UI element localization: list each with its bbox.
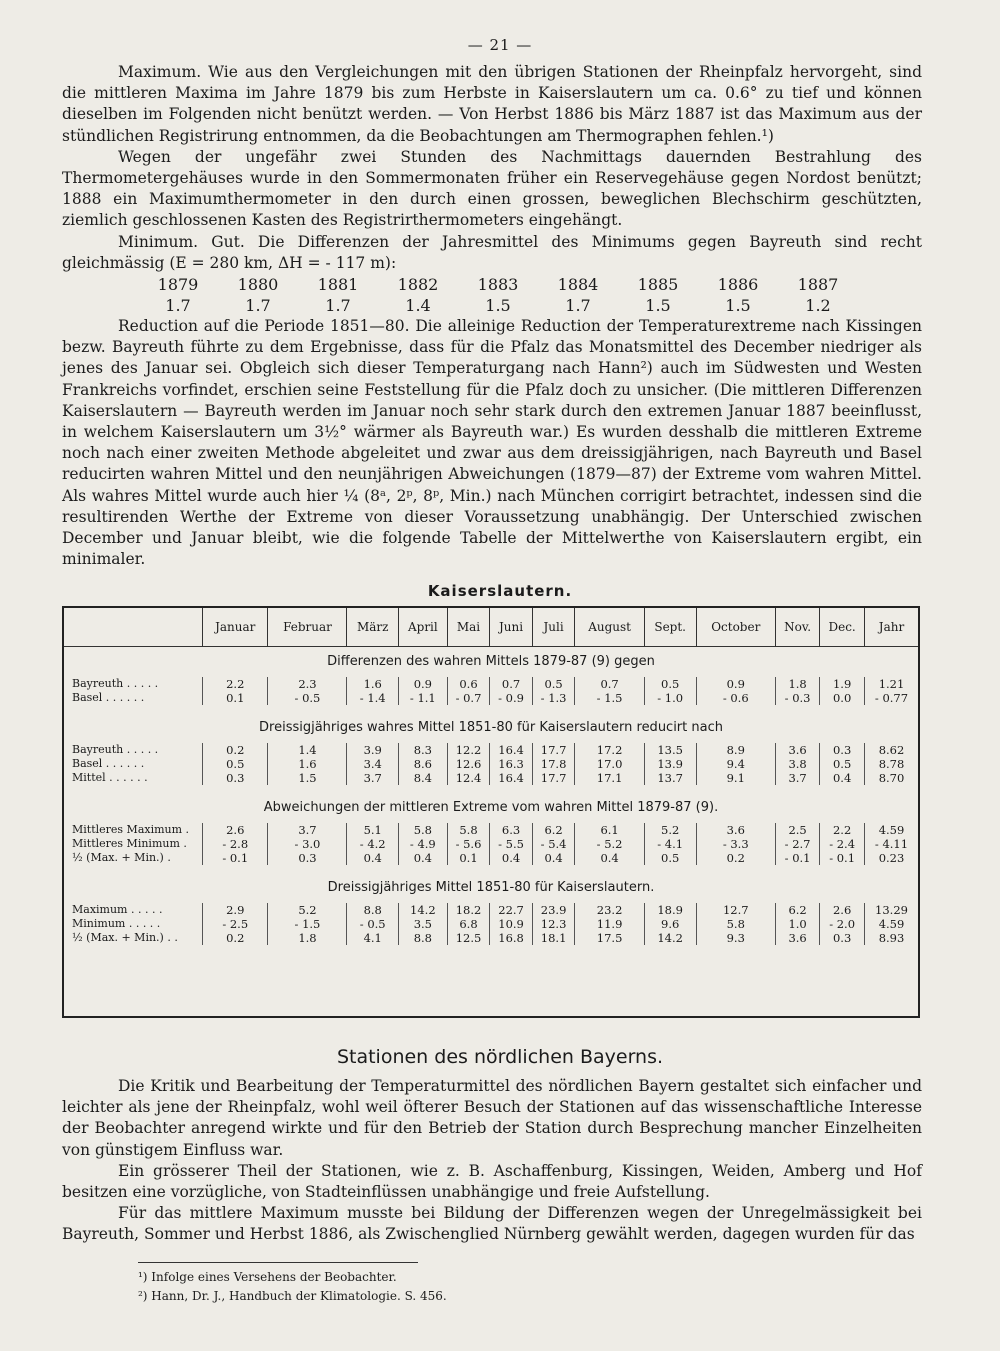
table-cell: 6.8 (447, 917, 490, 931)
table-body (64, 647, 918, 954)
row-label: Minimum . . . . . (72, 917, 161, 930)
table-row (64, 677, 918, 691)
table-cell: 11.9 (575, 917, 644, 931)
table-cell: - 1.5 (268, 917, 347, 931)
table-cell: 12.3 (532, 917, 575, 931)
table-cell: 3.7 (347, 771, 399, 785)
table-cell: 1.5 (268, 771, 347, 785)
table-section-heading-row (64, 647, 918, 678)
table-cell: 12.5 (447, 931, 490, 945)
table-cell: - 2.4 (820, 837, 865, 851)
table-cell: - 4.1 (644, 837, 696, 851)
header-blank (64, 608, 203, 647)
table-cell: 5.2 (268, 903, 347, 917)
row-label: Maximum . . . . . (72, 903, 163, 916)
row-label: Mittleres Minimum . (72, 837, 187, 850)
table-cell: - 2.0 (820, 917, 865, 931)
table-cell: 17.8 (532, 757, 575, 771)
year-cell: 1883 (477, 275, 519, 295)
table-cell: 6.2 (775, 903, 819, 917)
header-cell: Dec. (820, 608, 865, 647)
table-section-heading-row (64, 873, 918, 903)
header-cell: April (398, 608, 447, 647)
table-cell: 1.6 (347, 677, 399, 691)
diff-cell: 1.7 (165, 296, 191, 316)
table-cell: 16.8 (490, 931, 533, 945)
table-cell: 2.6 (203, 823, 268, 837)
diff-cell: 1.5 (645, 296, 671, 316)
table-cell: 0.5 (644, 851, 696, 865)
table-cell: 8.4 (398, 771, 447, 785)
table-cell: 5.2 (644, 823, 696, 837)
table-cell: 2.2 (203, 677, 268, 691)
row-label: ½ (Max. + Min.) . . (72, 931, 178, 944)
table-cell: - 0.5 (268, 691, 347, 705)
paragraph-maximum: Maximum. Wie aus den Vergleichungen mit den übrigen Stationen der Rheinpfalz hervorgeht, sind die mittleren Maxima im Jahre 1879 bis zum Herbste in Kaiserslautern um ca. 0.6° zu tief und können dieselben im Folgenden nicht benützt werden. — Von Herbst 1886 bis März 1887 ist das Maximum aus der stündlichen Registrirung entnommen, da die Beobachtungen am Thermographen fehlen.¹) (62, 63, 922, 145)
table-row (64, 743, 918, 757)
table-cell: 1.6 (268, 757, 347, 771)
table-cell: - 5.6 (447, 837, 490, 851)
table-cell: 0.5 (644, 677, 696, 691)
table-cell: - 0.1 (820, 851, 865, 865)
table-cell: 0.6 (447, 677, 490, 691)
table-cell: 3.7 (775, 771, 819, 785)
table-cell: 1.9 (820, 677, 865, 691)
table-cell: - 3.3 (696, 837, 775, 851)
table-cell: 13.7 (644, 771, 696, 785)
table-cell: 14.2 (644, 931, 696, 945)
table-cell: 16.3 (490, 757, 533, 771)
table-row (64, 771, 918, 785)
table-cell: 5.8 (398, 823, 447, 837)
table-cell: - 0.5 (347, 917, 399, 931)
table-spacer (64, 865, 918, 873)
table-cell: 0.2 (203, 743, 268, 757)
header-cell: Februar (268, 608, 347, 647)
table-cell: 2.2 (820, 823, 865, 837)
table-cell: - 1.1 (398, 691, 447, 705)
table-cell: - 5.4 (532, 837, 575, 851)
table-cell: - 4.9 (398, 837, 447, 851)
table-row (64, 837, 918, 851)
table-spacer-row (64, 945, 918, 953)
header-cell: Januar (203, 608, 268, 647)
diff-cell: 1.7 (325, 296, 351, 316)
year-cell: 1880 (237, 275, 279, 295)
table-cell: 13.5 (644, 743, 696, 757)
paragraph-reduction: Reduction auf die Periode 1851—80. Die alleinige Reduction der Temperaturextreme nach Kissingen bezw. Bayreuth führte zu dem Ergebnisse, dass für die Pfalz das Monatsmittel des December niedriger als jenes des Januar sei. Obgleich sich dieser Temperaturgang nach Hann²) auch im Südwesten und Westen Frankreichs vorfindet, erschien seine Feststellung für die Pfalz doch zu unsicher. (Die mittleren Differenzen Kaiserslautern — Bayreuth werden im Januar noch sehr stark durch den extremen Januar 1887 beeinflusst, in welchem Kaiserslautern um 3½° wärmer als Bayreuth war.) Es wurden desshalb die mittleren Extreme noch nach einer zweiten Methode abgeleitet und zwar aus dem dreissigjährigen, nach Bayreuth und Basel reducirten wahren Mittel und den neunjährigen Abweichungen (1879—87) der Extreme vom wahren Mittel. Als wahres Mittel wurde auch hier ¼ (8ᵃ, 2ᵖ, 8ᵖ, Min.) nach München corrigirt betrachtet, indessen sind die resultirenden Werthe der Extreme von dieser Voraussetzung unabhängig. Der Unterschied zwischen December und Januar bleibt, wie die folgende Tabelle der Mittelwerthe von Kaiserslautern ergibt, ein minimaler. (62, 317, 922, 569)
table-row (64, 917, 918, 931)
table-cell: 0.9 (398, 677, 447, 691)
year-cell: 1885 (637, 275, 679, 295)
table-cell: - 4.11 (865, 837, 918, 851)
table-cell: - 5.5 (490, 837, 533, 851)
table-cell: 12.4 (447, 771, 490, 785)
table-cell: 2.9 (203, 903, 268, 917)
table-cell: 18.2 (447, 903, 490, 917)
table-cell: 6.2 (532, 823, 575, 837)
table-cell: - 5.2 (575, 837, 644, 851)
table-spacer-row (64, 785, 918, 793)
paragraph-minimum: Minimum. Gut. Die Differenzen der Jahresmittel des Minimums gegen Bayreuth sind recht gleichmässig (E = 280 km, ΔH = - 117 m): (62, 232, 922, 272)
year-cell: 1881 (317, 275, 359, 295)
table-cell: 3.5 (398, 917, 447, 931)
row-label: Bayreuth . . . . . (72, 743, 159, 756)
table-spacer (64, 785, 918, 793)
table-section-heading: Dreissigjähriges Mittel 1851-80 für Kaiserslautern. (327, 880, 655, 895)
section-text (62, 1076, 922, 1246)
year-row (148, 274, 848, 295)
diff-cell: 1.7 (245, 296, 271, 316)
diff-row (148, 295, 848, 316)
table-cell: 0.1 (447, 851, 490, 865)
year-cell: 1886 (717, 275, 759, 295)
table-cell: 5.1 (347, 823, 399, 837)
header-cell: Nov. (775, 608, 819, 647)
table-row (64, 757, 918, 771)
year-cell: 1879 (157, 275, 199, 295)
table-cell: 0.5 (532, 677, 575, 691)
year-cell: 1882 (397, 275, 439, 295)
table-cell: 1.8 (268, 931, 347, 945)
table-cell: 0.4 (398, 851, 447, 865)
table-cell: 9.6 (644, 917, 696, 931)
row-label: Mittleres Maximum . (72, 823, 190, 836)
table-section-heading: Differenzen des wahren Mittels 1879-87 (9) gegen (327, 654, 655, 669)
table-cell: 8.8 (347, 903, 399, 917)
table-cell: 18.1 (532, 931, 575, 945)
footnote-2: ²) Hann, Dr. J., Handbuch der Klimatologie. S. 456. (138, 1289, 447, 1303)
table-cell: 0.4 (575, 851, 644, 865)
table-cell: 2.5 (775, 823, 819, 837)
table-cell: - 0.1 (775, 851, 819, 865)
row-label: Bayreuth . . . . . (72, 677, 159, 690)
table-section-heading-row (64, 713, 918, 743)
page-number: — 21 — (467, 36, 533, 54)
table-cell: 8.78 (865, 757, 918, 771)
table-cell: - 1.3 (532, 691, 575, 705)
header-cell: März (347, 608, 399, 647)
table-cell: 1.21 (865, 677, 918, 691)
table-cell: 12.2 (447, 743, 490, 757)
intro-text (62, 62, 922, 570)
table-cell: 0.3 (268, 851, 347, 865)
diff-cell: 1.7 (565, 296, 591, 316)
table-cell: 0.9 (696, 677, 775, 691)
table-cell: 10.9 (490, 917, 533, 931)
table-cell: 3.7 (268, 823, 347, 837)
table-cell: 0.4 (490, 851, 533, 865)
table-cell: 0.5 (820, 757, 865, 771)
year-cell: 1884 (557, 275, 599, 295)
table-cell: - 1.4 (347, 691, 399, 705)
footnotes (138, 1268, 447, 1306)
table-cell: 2.6 (820, 903, 865, 917)
table-cell: 13.9 (644, 757, 696, 771)
table-cell: - 1.0 (644, 691, 696, 705)
table-cell: 5.8 (696, 917, 775, 931)
table-cell: 8.3 (398, 743, 447, 757)
table-cell: 23.2 (575, 903, 644, 917)
table-cell: 14.2 (398, 903, 447, 917)
table-cell: 0.2 (203, 931, 268, 945)
table-section-heading: Abweichungen der mittleren Extreme vom wahren Mittel 1879-87 (9). (263, 800, 719, 815)
table-cell: 17.7 (532, 743, 575, 757)
table-cell: 0.3 (203, 771, 268, 785)
table-cell: - 0.1 (203, 851, 268, 865)
table-cell: 3.6 (775, 743, 819, 757)
header-cell: Jahr (865, 608, 918, 647)
table-cell: - 2.8 (203, 837, 268, 851)
table-cell: 22.7 (490, 903, 533, 917)
table-header-row (64, 608, 918, 647)
table-row (64, 823, 918, 837)
table-row (64, 851, 918, 865)
table-row (64, 903, 918, 917)
diff-cell: 1.4 (405, 296, 431, 316)
table-cell: 3.8 (775, 757, 819, 771)
table-section-heading: Dreissigjähriges wahres Mittel 1851-80 für Kaiserslautern reducirt nach (259, 720, 723, 735)
table-cell: - 3.0 (268, 837, 347, 851)
row-label: Mittel . . . . . . (72, 771, 148, 784)
table-spacer-row (64, 865, 918, 873)
footnote-1: ¹) Infolge eines Versehens der Beobachter. (138, 1270, 397, 1284)
table-cell: 3.9 (347, 743, 399, 757)
table-cell: 8.62 (865, 743, 918, 757)
footnote-divider (138, 1262, 418, 1263)
table-cell: 8.93 (865, 931, 918, 945)
table-cell: 0.4 (532, 851, 575, 865)
paragraph-bestrahlung: Wegen der ungefähr zwei Stunden des Nachmittags dauernden Bestrahlung des Thermometergehäuses wurde in den Sommermonaten früher ein Reservegehäuse gegen Nordost benützt; 1888 ein Maximumthermometer in den durch einen grossen, beweglichen Blechschirm geschützten, ziemlich geschlossenen Kasten des Registrirthermometers eingehängt. (62, 147, 922, 230)
table-cell: 0.2 (696, 851, 775, 865)
diff-cell: 1.2 (805, 296, 831, 316)
table-cell: - 1.5 (575, 691, 644, 705)
table-cell: 0.4 (347, 851, 399, 865)
table-cell: 13.29 (865, 903, 918, 917)
table-cell: 6.3 (490, 823, 533, 837)
table-cell: 8.70 (865, 771, 918, 785)
table-cell: 17.5 (575, 931, 644, 945)
table-cell: 17.2 (575, 743, 644, 757)
row-label: Basel . . . . . . (72, 691, 145, 704)
table-cell: 16.4 (490, 743, 533, 757)
header-cell: Sept. (644, 608, 696, 647)
table-cell: 0.3 (820, 931, 865, 945)
year-cell: 1887 (797, 275, 839, 295)
table-cell: 1.4 (268, 743, 347, 757)
table-cell: 9.3 (696, 931, 775, 945)
table-spacer-row (64, 705, 918, 713)
table-cell: 23.9 (532, 903, 575, 917)
table-section-heading-row (64, 793, 918, 823)
table-cell: 4.59 (865, 823, 918, 837)
table-cell: 17.1 (575, 771, 644, 785)
table-cell: 3.4 (347, 757, 399, 771)
table-cell: - 0.6 (696, 691, 775, 705)
table-cell: 1.8 (775, 677, 819, 691)
table-row (64, 931, 918, 945)
table-cell: 5.8 (447, 823, 490, 837)
header-cell: Mai (447, 608, 490, 647)
table-cell: - 4.2 (347, 837, 399, 851)
table-cell: 0.5 (203, 757, 268, 771)
row-label: Basel . . . . . . (72, 757, 145, 770)
table-cell: 4.59 (865, 917, 918, 931)
table-cell: 8.6 (398, 757, 447, 771)
table-cell: 12.7 (696, 903, 775, 917)
table-cell: 6.1 (575, 823, 644, 837)
table-spacer (64, 945, 918, 953)
table-cell: - 0.7 (447, 691, 490, 705)
table-cell: 16.4 (490, 771, 533, 785)
table-row (64, 691, 918, 705)
table-title: Kaiserslautern. (427, 582, 573, 600)
table-cell: 0.3 (820, 743, 865, 757)
kaiserslautern-table (62, 606, 920, 1018)
table-cell: 0.4 (820, 771, 865, 785)
table-cell: 0.7 (490, 677, 533, 691)
table-cell: 9.1 (696, 771, 775, 785)
table-cell: 0.0 (820, 691, 865, 705)
table-cell: 0.23 (865, 851, 918, 865)
table-cell: - 0.3 (775, 691, 819, 705)
table-cell: 17.0 (575, 757, 644, 771)
header-cell: Juni (490, 608, 533, 647)
section-heading: Stationen des nördlichen Bayerns. (336, 1046, 664, 1068)
table-cell: 3.6 (775, 931, 819, 945)
header-cell: August (575, 608, 644, 647)
paragraph-stationen: Ein grösserer Theil der Stationen, wie z. B. Aschaffenburg, Kissingen, Weiden, Amberg und Hof besitzen eine vorzügliche, von Stadteinflüssen unabhängige und freie Aufstellung. (62, 1161, 922, 1202)
table-cell: - 0.77 (865, 691, 918, 705)
diff-cell: 1.5 (725, 296, 751, 316)
table-cell: 8.8 (398, 931, 447, 945)
header-cell: October (696, 608, 775, 647)
table-cell: 4.1 (347, 931, 399, 945)
table-cell: 0.1 (203, 691, 268, 705)
diff-cell: 1.5 (485, 296, 511, 316)
table-cell: 1.0 (775, 917, 819, 931)
table-cell: 3.6 (696, 823, 775, 837)
table-cell: - 2.7 (775, 837, 819, 851)
table-spacer (64, 705, 918, 713)
table-cell: 17.7 (532, 771, 575, 785)
table-cell: - 0.9 (490, 691, 533, 705)
table-cell: 12.6 (447, 757, 490, 771)
table-cell: 9.4 (696, 757, 775, 771)
table-cell: 2.3 (268, 677, 347, 691)
paragraph-kritik: Die Kritik und Bearbeitung der Temperaturmittel des nördlichen Bayern gestaltet sich einfacher und leichter als jene der Rheinpfalz, wohl weil öfterer Besuch der Stationen auf das wissenschaftliche Interesse der Beobachter anregend wirkte und für den Betrieb der Station durch Besprechung mancher Einzelheiten von günstigem Einfluss war. (62, 1077, 922, 1159)
header-cell: Juli (532, 608, 575, 647)
table-cell: 18.9 (644, 903, 696, 917)
row-label: ½ (Max. + Min.) . (72, 851, 171, 864)
table-cell: 8.9 (696, 743, 775, 757)
table-cell: 0.7 (575, 677, 644, 691)
paragraph-maximum-nbayern: Für das mittlere Maximum musste bei Bildung der Differenzen wegen der Unregelmässigkeit bei Bayreuth, Sommer und Herbst 1886, als Zwischenglied Nürnberg gewählt werden, dagegen wurden für das (62, 1204, 922, 1244)
table-cell: - 2.5 (203, 917, 268, 931)
